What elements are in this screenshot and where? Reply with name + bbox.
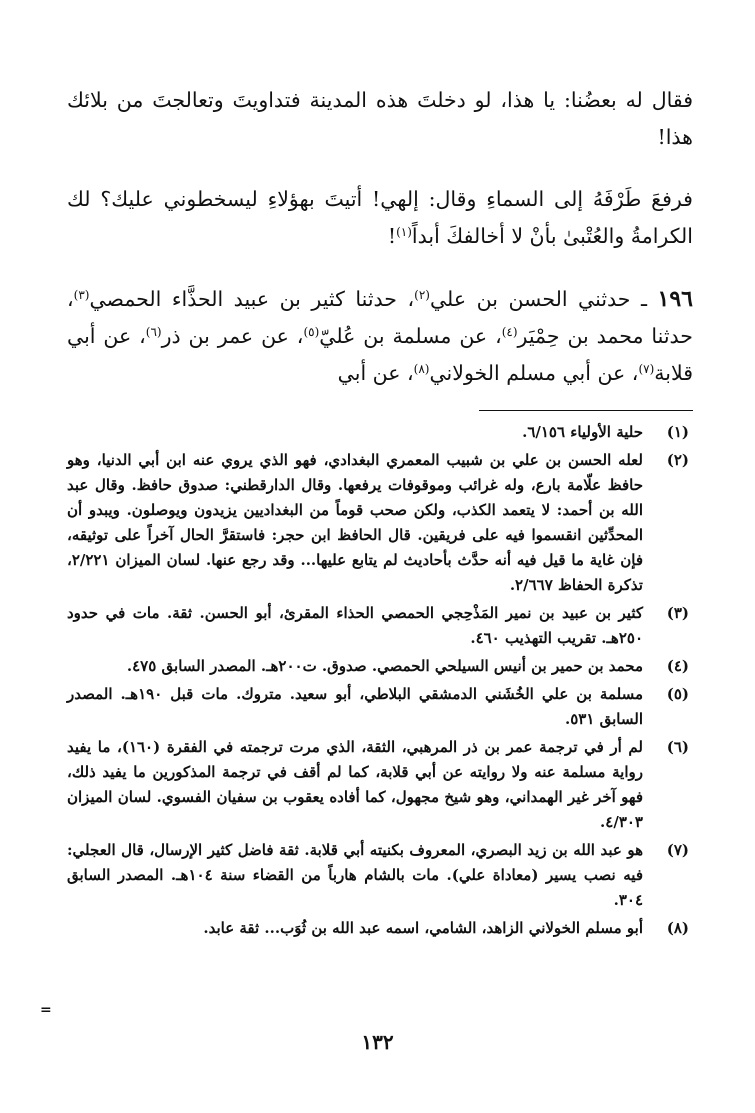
footnotes xyxy=(67,420,689,944)
footnote xyxy=(67,838,689,913)
footnote-number: (٧) xyxy=(666,841,689,859)
footnote-text: لم أر في ترجمة عمر بن ذر المرهبي، الثقة، الذي مرت ترجمته في الفقرة (١٦٠)، ما يفيد رواية مسلمة عنه ولا روايته عن أبي قلابة، كما لم أقف في ترجمة المذكورين ما يفيد ذلك، فهو آخر غير الهمداني، وهو شيخ مجهول، كما أفاده يعقوب بن سفيان الفسوي. لسان الميزان ٤/٣٠٣. xyxy=(67,738,643,831)
footnote-ref-6: (٦) xyxy=(145,325,162,339)
chain-segment: ، عن أبي مسلم الخولاني xyxy=(429,361,639,385)
footnote-text: محمد بن حمير بن أنيس السيلحي الحمصي. صدوق. ت٢٠٠هـ. المصدر السابق ٤٧٥. xyxy=(126,657,643,675)
paragraph-1: فقال له بعضُنا: يا هذا، لو دخلتَ هذه المدينة فتداويتَ وتعالجتَ من بلائك هذا! xyxy=(67,88,693,149)
chain-segment: ، عن أبي قلابة xyxy=(67,324,693,385)
footnote-ref-7: (٧) xyxy=(638,362,655,376)
footnote-text: لعله الحسن بن علي بن شبيب المعمري البغدادي، فهو الذي يروي عنه ابن أبي الدنيا، وهو حافظ علّامة بارع، وله غرائب وموقوفات يرفعها. وقال الدارقطني: صدوق حافظ. وقال عبد الله بن أحمد: لا يتعمد الكذب، ولكن صحب قوماً من البغداديين يزيدون ويوصلون. ويبدو أن المحدِّثين انقسموا فيه على فريقين. قال الحافظ ابن حجر: فاستقرَّ الحال آخراً على توثيقه، فإن غاية ما قيل فيه أنه حدَّث بأحاديث لم يتابع عليها... وقد رجع عنها. لسان الميزان ٢/٢٢١، تذكرة الحفاظ ٢/٦٦٧. xyxy=(67,451,643,594)
footnote xyxy=(67,601,689,651)
footnote-number: (٨) xyxy=(666,919,689,937)
chain-segment: ، حدثنا محمد بن حِمْيَر xyxy=(67,287,693,348)
chain-segment: ، عن مسلمة بن عُليّ xyxy=(319,324,502,348)
footnote xyxy=(67,654,689,679)
footnote xyxy=(67,448,689,598)
chain-segment: ـ حدثني الحسن بن علي xyxy=(429,287,658,311)
paragraph-2-text: فرفعَ طَرْفَهُ إلى السماءِ وقال: إلهي! أتيتَ بهؤلاءِ ليسخطوني عليك؟ لك الكرامةُ والعُتْبىٰ بأنْ لا أخالفكَ أبداً xyxy=(67,187,693,248)
footnote-number: (٢) xyxy=(666,451,689,469)
footnote-text: حلية الأولياء ٦/١٥٦. xyxy=(522,423,643,441)
footnote-ref-3: (٣) xyxy=(73,288,90,302)
page-number: ١٣٢ xyxy=(361,1030,394,1054)
chain-segment: ، عن عمر بن ذر xyxy=(161,324,304,348)
chain-segment: ، حدثنا كثير بن عبيد الحذَّاء الحمصي xyxy=(89,287,415,311)
footnote-text: كثير بن عبيد بن نمير المَذْحِجي الحمصي الحذاء المقرئ، أبو الحسن. ثقة. مات في حدود ٢٥٠هـ. تقريب التهذيب ٤٦٠. xyxy=(67,604,643,647)
footnote-separator xyxy=(479,410,693,411)
footnote xyxy=(67,420,689,445)
footnote-text: أبو مسلم الخولاني الزاهد، الشامي، اسمه عبد الله بن ثُوَب... ثقة عابد. xyxy=(203,919,643,937)
footnote-ref-8: (٨) xyxy=(413,362,430,376)
footnote-number: (٤) xyxy=(666,657,689,675)
footnote-ref-2: (٢) xyxy=(414,288,430,302)
chain-segment: ، عن أبي xyxy=(337,361,414,385)
footnote-number: (٥) xyxy=(666,685,689,703)
footnote-ref-5: (٥) xyxy=(303,325,320,339)
footnote-ref-4: (٤) xyxy=(501,325,518,339)
footnote-number: (٦) xyxy=(666,738,689,756)
footnote-text: مسلمة بن علي الخُشَني الدمشقي البلاطي، أبو سعيد. متروك. مات قبل ١٩٠هـ. المصدر السابق ٥٣١. xyxy=(67,685,643,728)
paragraph-2-end: ! xyxy=(387,224,397,248)
footnote-text: هو عبد الله بن زيد البصري، المعروف بكنيته أبي قلابة. ثقة فاضل كثير الإرسال، قال العجلي: فيه نصب يسير (معاداة علي). مات بالشام هارباً من القضاء سنة ١٠٤هـ. المصدر السابق ٣٠٤. xyxy=(67,841,643,909)
paragraph-2 xyxy=(67,181,693,255)
footnote-number: (١) xyxy=(666,423,689,441)
footnote xyxy=(67,916,689,941)
footnote-number: (٣) xyxy=(666,604,689,622)
footnote xyxy=(67,682,689,732)
continuation-mark: = xyxy=(40,1002,52,1018)
narration-number: ١٩٦ xyxy=(657,286,693,312)
paragraph-196 xyxy=(67,281,693,392)
footnote-ref-1: (١) xyxy=(396,225,412,239)
footnote xyxy=(67,735,689,835)
